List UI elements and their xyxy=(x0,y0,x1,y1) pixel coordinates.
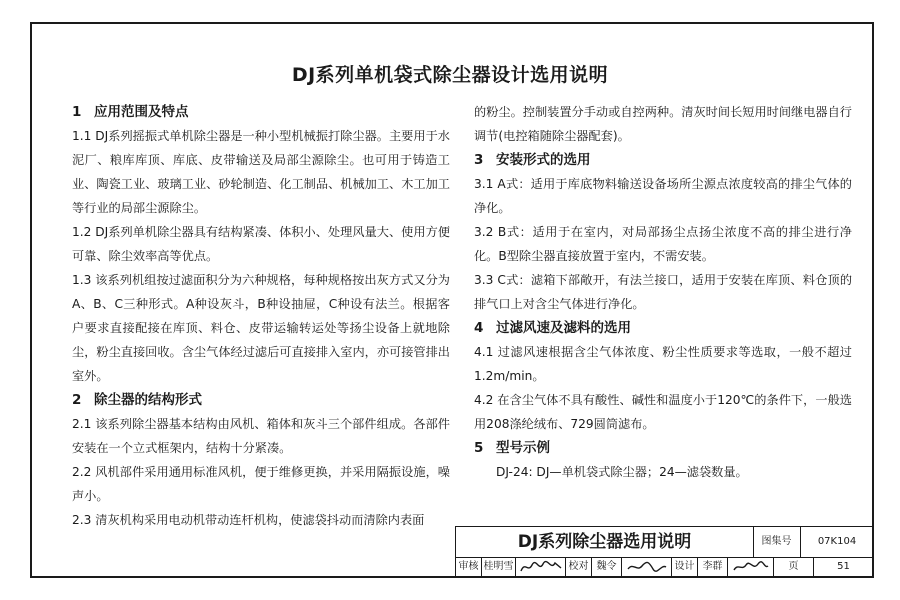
paragraph-3-2: 3.2 B式：适用于在室内，对局部扬尘点扬尘浓度不高的排尘进行净化。B型除尘器直接放置于室内，不需安装。 xyxy=(474,225,852,263)
section-heading-5 xyxy=(474,436,852,460)
page-label: 页 xyxy=(774,557,814,577)
section-heading-2 xyxy=(72,388,450,412)
section-heading-1 xyxy=(72,100,450,124)
section-heading-4 xyxy=(474,316,852,340)
check-label: 校对 xyxy=(566,557,592,577)
section-title: 过滤风速及滤料的选用 xyxy=(496,320,631,336)
section-number: 4 xyxy=(474,320,484,336)
checker-name: 魏令 xyxy=(592,557,622,577)
section-title: 除尘器的结构形式 xyxy=(94,392,202,408)
checker-signature xyxy=(622,557,672,577)
section-title: 应用范围及特点 xyxy=(94,104,189,120)
section-title: 安装形式的选用 xyxy=(496,152,591,168)
paragraph-1-2: 1.2 DJ系列单机除尘器具有结构紧凑、体积小、处理风量大、使用方便可靠、除尘效率高等优点。 xyxy=(72,225,450,263)
paragraph-3-3: 3.3 C式：滤箱下部敞开，有法兰接口，适用于安装在库顶、料仓顶的排气口上对含尘气体进行净化。 xyxy=(474,273,852,311)
section-heading-3 xyxy=(474,148,852,172)
designer-signature xyxy=(728,557,774,577)
paragraph-2-3: 2.3 清灰机构采用电动机带动连杆机构，使滤袋抖动而清除内表面 xyxy=(72,513,425,527)
reviewer-name: 桂明雪 xyxy=(482,557,516,577)
atlas-number-label: 图集号 xyxy=(753,527,801,557)
section-title: 型号示例 xyxy=(496,440,550,456)
atlas-number-value: 07K104 xyxy=(817,536,857,547)
section-number: 3 xyxy=(474,152,484,168)
paragraph-2-3-continued: 的粉尘。控制装置分手动或自控两种。清灰时间长短用时间继电器自行调节(电控箱随除尘器配套)。 xyxy=(474,105,852,143)
design-label: 设计 xyxy=(672,557,698,577)
title-block xyxy=(455,526,874,578)
designer-name: 李群 xyxy=(698,557,728,577)
page-number: 51 xyxy=(837,561,850,572)
page-title: DJ系列单机袋式除尘器设计选用说明 xyxy=(291,64,609,86)
left-column xyxy=(72,100,450,532)
review-label: 审核 xyxy=(456,557,482,577)
paragraph-4-2: 4.2 在含尘气体不具有酸性、碱性和温度小于120℃的条件下，一般选用208涤纶绒布、729圆筒滤布。 xyxy=(474,393,852,431)
title-block-row-top xyxy=(456,527,874,558)
title-block-row-bottom xyxy=(456,557,874,577)
paragraph-1-1: 1.1 DJ系列摇振式单机除尘器是一种小型机械振打除尘器。主要用于水泥厂、粮库库顶、库底、皮带输送及局部尘源除尘。也可用于铸造工业、陶瓷工业、玻璃工业、砂轮制造、化工制品、机械加工、木工加工等行业的局部尘源除尘。 xyxy=(72,129,450,215)
section-number: 5 xyxy=(474,440,484,456)
right-column xyxy=(474,100,852,484)
paragraph-3-1: 3.1 A式：适用于库底物料输送设备场所尘源点浓度较高的排尘气体的净化。 xyxy=(474,177,852,215)
paragraph-2-2: 2.2 风机部件采用通用标准风机，便于维修更换，并采用隔振设施，噪声小。 xyxy=(72,465,450,503)
paragraph-4-1: 4.1 过滤风速根据含尘气体浓度、粉尘性质要求等选取，一般不超过1.2m/min。 xyxy=(474,345,852,383)
paragraph-1-3: 1.3 该系列机组按过滤面积分为六种规格，每种规格按出灰方式又分为A、B、C三种形式。A种设灰斗，B种设抽屉，C种设有法兰。根据客户要求直接配接在库顶、料仓、皮带运输转运处等扬尘设备上就地除尘，粉尘直接回收。含尘气体经过滤后可直接排入室内，亦可接管排出室外。 xyxy=(72,273,450,383)
section-number: 1 xyxy=(72,104,82,120)
reviewer-signature xyxy=(516,557,566,577)
model-example: DJ-24: DJ—单机袋式除尘器；24—滤袋数量。 xyxy=(496,465,748,479)
section-number: 2 xyxy=(72,392,82,408)
paragraph-2-1: 2.1 该系列除尘器基本结构由风机、箱体和灰斗三个部件组成。各部件安装在一个立式框架内，结构十分紧凑。 xyxy=(72,417,450,455)
title-block-title: DJ系列除尘器选用说明 xyxy=(456,527,754,557)
